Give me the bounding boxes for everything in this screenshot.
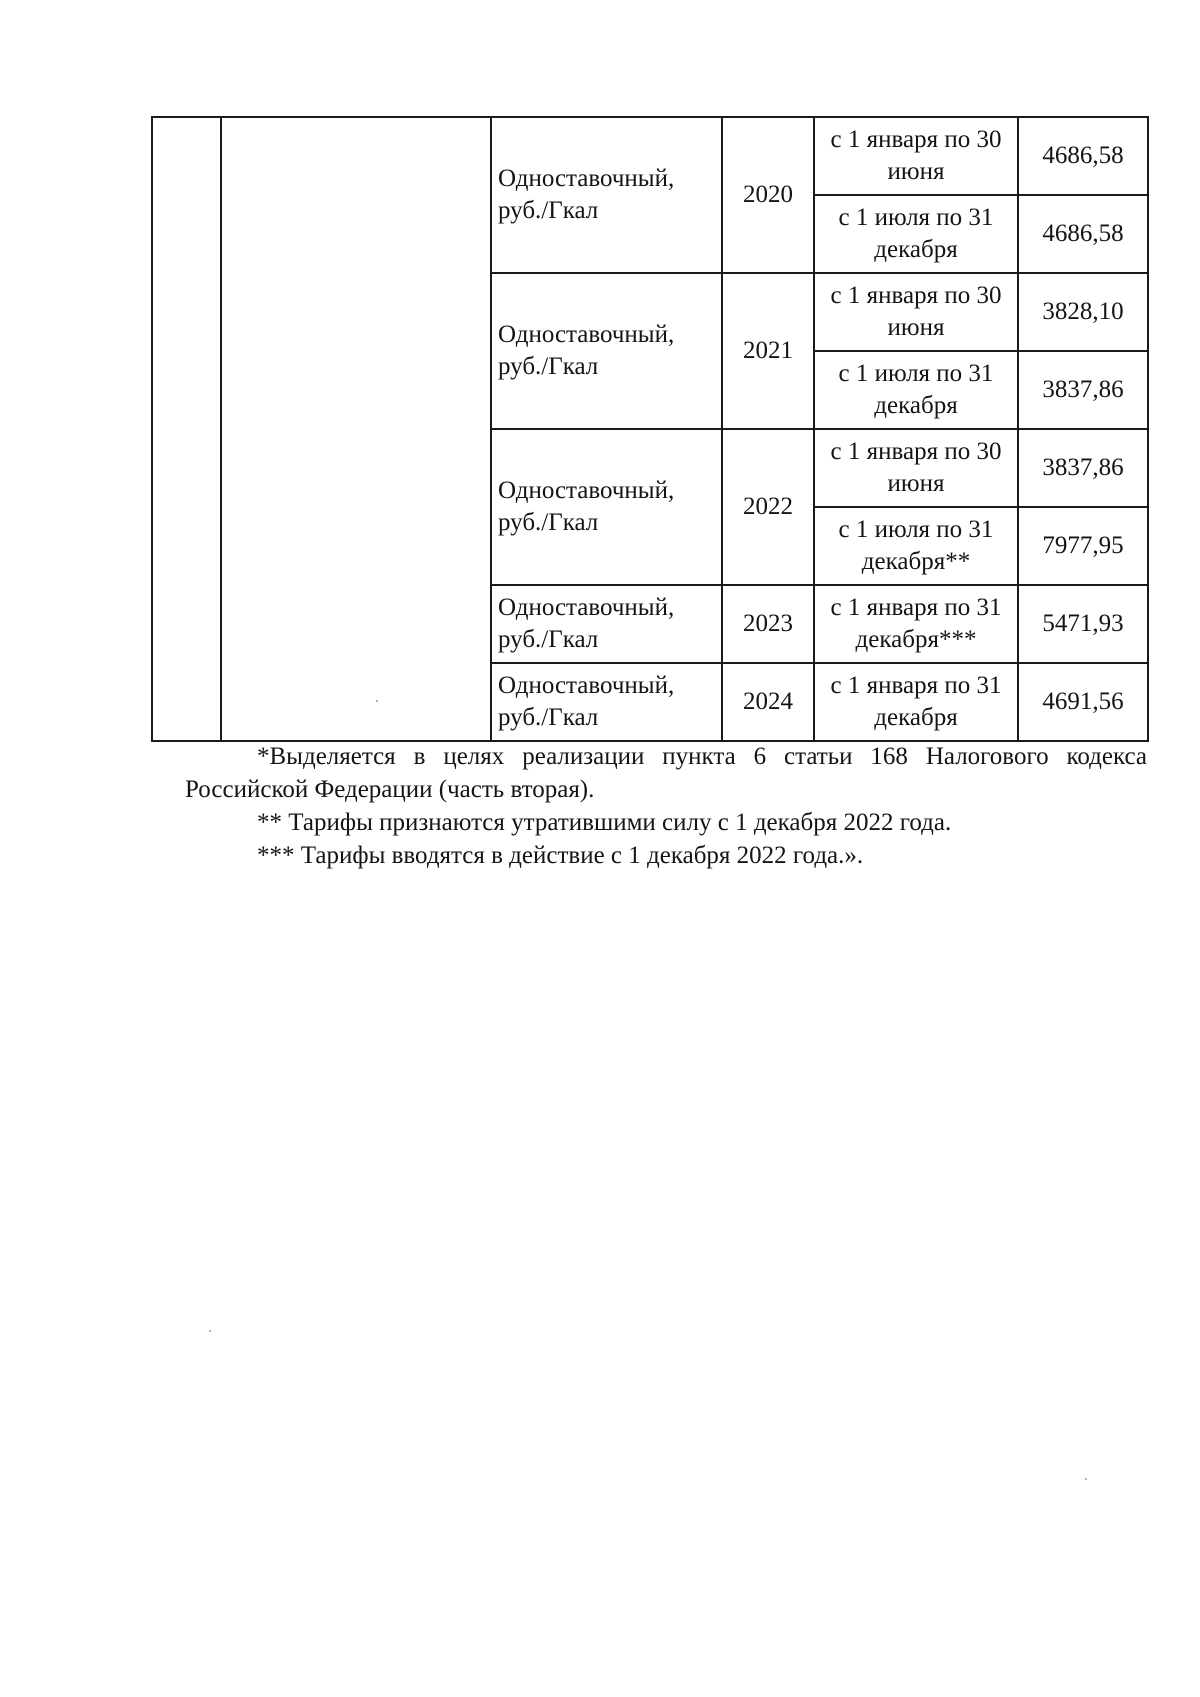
value-cell: 5471,93 xyxy=(1018,585,1148,663)
year-cell: 2021 xyxy=(722,273,814,429)
footnote-1: *Выделяется в целях реализации пункта 6 статьи 168 Налогового кодекса Российской Федерации (часть вторая). xyxy=(185,743,1147,803)
table-row xyxy=(152,117,1148,195)
value-cell: 4686,58 xyxy=(1018,195,1148,273)
period-cell: с 1 июля по 31 декабря xyxy=(814,351,1018,429)
period-cell: с 1 января по 30 июня xyxy=(814,117,1018,195)
scan-speck xyxy=(1085,1478,1087,1480)
footnote-2: ** Тарифы признаются утратившими силу с 1 декабря 2022 года. xyxy=(257,809,952,836)
rate-cell: Одноставочный, руб./Гкал xyxy=(491,117,722,273)
period-cell: с 1 января по 30 июня xyxy=(814,429,1018,507)
period-cell: с 1 июля по 31 декабря xyxy=(814,195,1018,273)
value-cell: 3837,86 xyxy=(1018,351,1148,429)
year-cell: 2023 xyxy=(722,585,814,663)
rate-cell: Одноставочный, руб./Гкал xyxy=(491,429,722,585)
value-cell: 4686,58 xyxy=(1018,117,1148,195)
rate-cell: Одноставочный, руб./Гкал xyxy=(491,663,722,741)
rate-cell: Одноставочный, руб./Гкал xyxy=(491,585,722,663)
period-cell: с 1 января по 30 июня xyxy=(814,273,1018,351)
blank-column-1 xyxy=(152,117,221,741)
rate-cell: Одноставочный, руб./Гкал xyxy=(491,273,722,429)
footnotes xyxy=(185,740,1147,872)
period-cell: с 1 января по 31 декабря xyxy=(814,663,1018,741)
period-cell: с 1 июля по 31 декабря** xyxy=(814,507,1018,585)
period-cell: с 1 января по 31 декабря*** xyxy=(814,585,1018,663)
year-cell: 2022 xyxy=(722,429,814,585)
value-cell: 3837,86 xyxy=(1018,429,1148,507)
value-cell: 4691,56 xyxy=(1018,663,1148,741)
tariff-table xyxy=(151,116,1149,742)
scan-speck xyxy=(209,1330,211,1332)
blank-column-2 xyxy=(221,117,491,741)
value-cell: 3828,10 xyxy=(1018,273,1148,351)
footnote-3: *** Тарифы вводятся в действие с 1 декабря 2022 года.». xyxy=(257,842,864,869)
year-cell: 2020 xyxy=(722,117,814,273)
scan-speck xyxy=(376,700,378,702)
year-cell: 2024 xyxy=(722,663,814,741)
value-cell: 7977,95 xyxy=(1018,507,1148,585)
